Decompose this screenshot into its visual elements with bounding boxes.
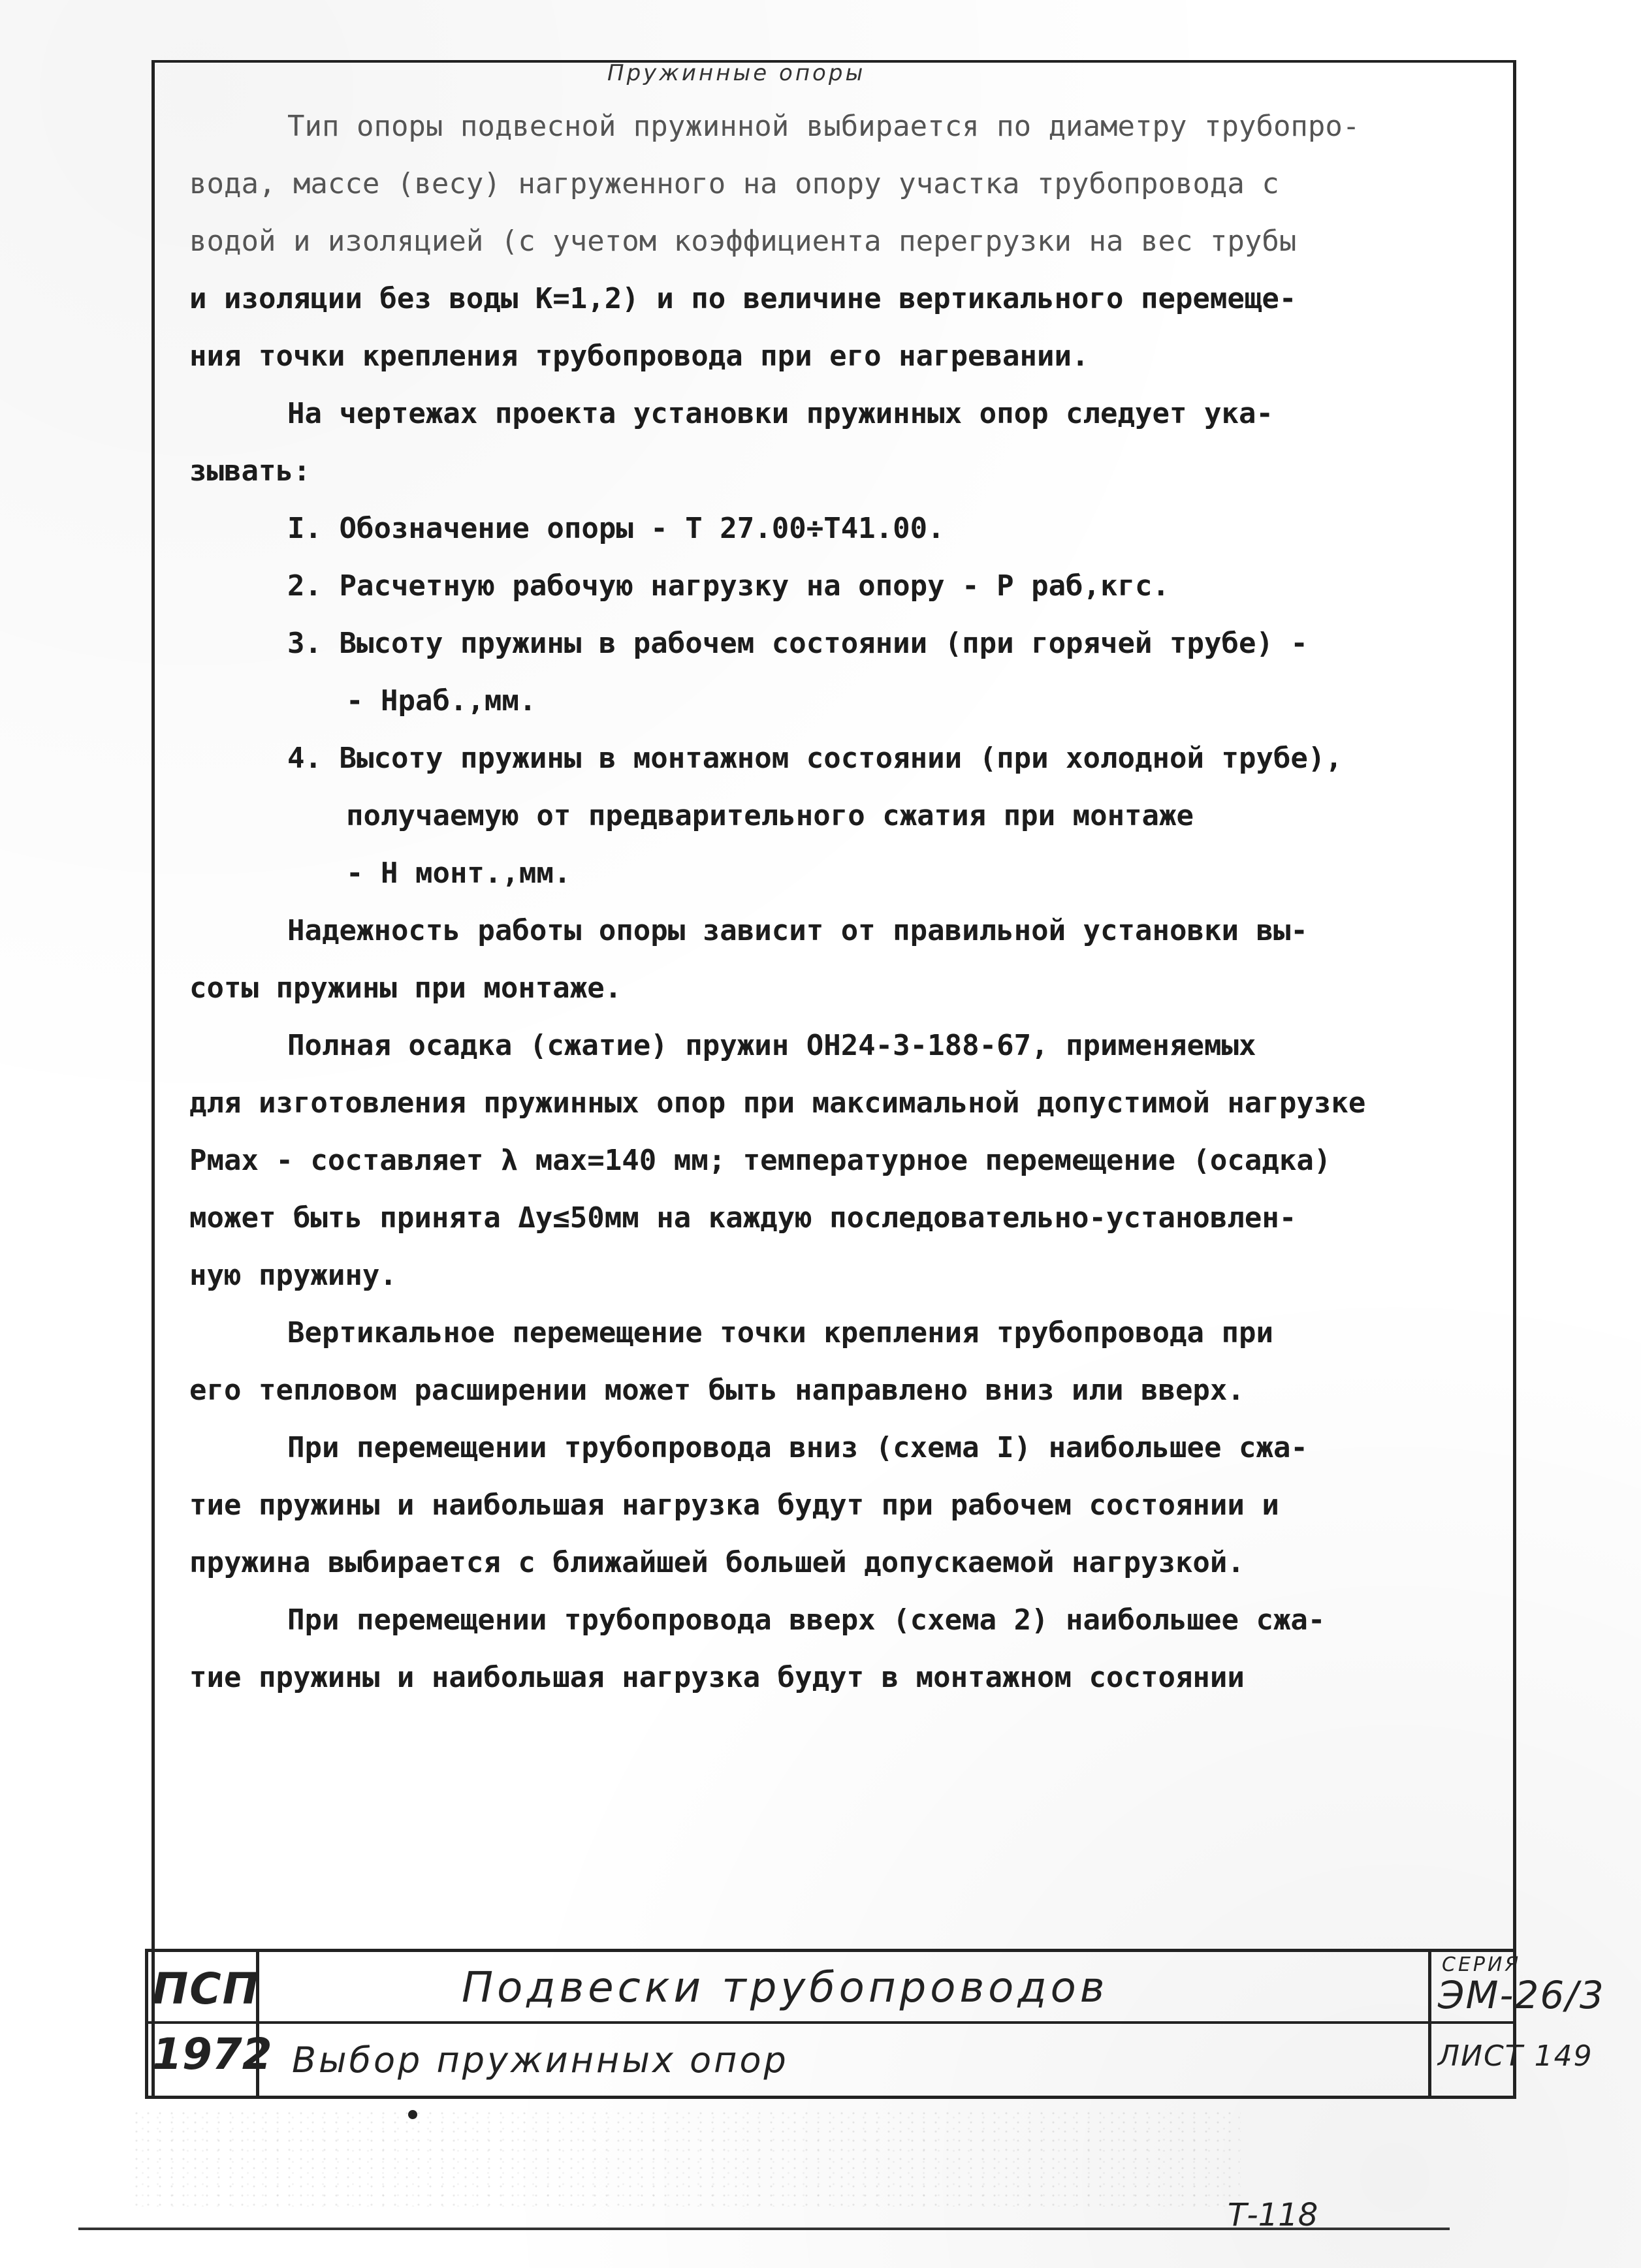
handwritten-header: Пружинные опоры: [607, 60, 866, 86]
text-line: водой и изоляцией (с учетом коэффициента перегрузки на вес трубы: [189, 225, 1297, 258]
text-line: его тепловом расширении может быть направлено вниз или вверх.: [189, 1374, 1245, 1407]
series-label: СЕРИЯ: [1442, 1953, 1522, 1976]
text-line: получаемую от предварительного сжатия при монтаже: [346, 799, 1194, 832]
text-line: может быть принята Δу≤50мм на каждую последовательно-установлен-: [189, 1201, 1297, 1235]
sheet-number: ЛИСТ 149: [1438, 2040, 1593, 2073]
text-line: На чертежах проекта установки пружинных опор следует ука-: [287, 397, 1273, 430]
subtitle-cell: [266, 2028, 1422, 2093]
text-line: При перемещении трубопровода вверх (схема 2) наибольшее сжа-: [287, 1603, 1326, 1637]
title-block: [145, 1949, 1605, 2099]
text-line: Полная осадка (сжатие) пружин ОН24-3-188-67, применяемых: [287, 1029, 1256, 1062]
org-code: ПСП: [152, 1964, 260, 2014]
text-line: для изготовления пружинных опор при максимальной допустимой нагрузке: [189, 1086, 1366, 1120]
text-line: I. Обозначение опоры - Т 27.00÷Т41.00.: [287, 512, 945, 545]
sheet-cell: [1438, 2028, 1593, 2093]
title-cell: [266, 1959, 1422, 2021]
text-line: 4. Высоту пружины в монтажном состоянии (при холодной трубе),: [287, 742, 1343, 775]
series-cell: [1438, 1953, 1605, 2021]
title-block-divider: [148, 2021, 1513, 2024]
text-line: - Н монт.,мм.: [346, 857, 571, 890]
text-line: Рмах - составляет λ мах=140 мм; температурное перемещение (осадка): [189, 1144, 1331, 1177]
text-line: тие пружины и наибольшая нагрузка будут при рабочем состоянии и: [189, 1488, 1279, 1522]
text-line: тие пружины и наибольшая нагрузка будут в монтажном состоянии: [189, 1661, 1245, 1694]
year: 1972: [152, 2029, 272, 2079]
text-line: зывать:: [189, 454, 311, 488]
bottom-rule: [78, 2228, 1450, 2230]
page-number: Т-118: [1228, 2197, 1318, 2233]
text-line: - Нраб.,мм.: [346, 684, 537, 717]
text-line: При перемещении трубопровода вниз (схема I) наибольшее сжа-: [287, 1431, 1308, 1464]
text-line: ную пружину.: [189, 1259, 397, 1292]
text-line: и изоляции без воды К=1,2) и по величине вертикального перемеще-: [189, 282, 1297, 315]
text-line: Вертикальное перемещение точки крепления трубопровода при: [287, 1316, 1273, 1349]
title-block-right-divider: [1428, 1952, 1431, 2096]
text-line: Тип опоры подвесной пружинной выбирается по диаметру трубопро-: [287, 110, 1360, 143]
scan-noise: [131, 2109, 1241, 2207]
text-line: ния точки крепления трубопровода при его нагревании.: [189, 339, 1089, 373]
text-line: 3. Высоту пружины в рабочем состоянии (при горячей трубе) -: [287, 627, 1308, 660]
text-line: пружина выбирается с ближайшей большей допускаемой нагрузкой.: [189, 1546, 1245, 1579]
document-title: Подвески трубопроводов: [462, 1964, 1109, 2012]
title-block-org-cell: [148, 1952, 272, 2096]
text-line: 2. Расчетную рабочую нагрузку на опору - Р раб,кгс.: [287, 569, 1170, 603]
series-value: ЭМ-26/3: [1438, 1973, 1605, 2017]
text-line: вода, массе (весу) нагруженного на опору участка трубопровода с: [189, 167, 1279, 200]
document-subtitle: Выбор пружинных опор: [292, 2040, 789, 2081]
text-line: Надежность работы опоры зависит от правильной установки вы-: [287, 914, 1308, 947]
text-line: соты пружины при монтаже.: [189, 971, 622, 1005]
document-body: [189, 98, 1502, 1707]
scan-dot: [408, 2110, 417, 2119]
